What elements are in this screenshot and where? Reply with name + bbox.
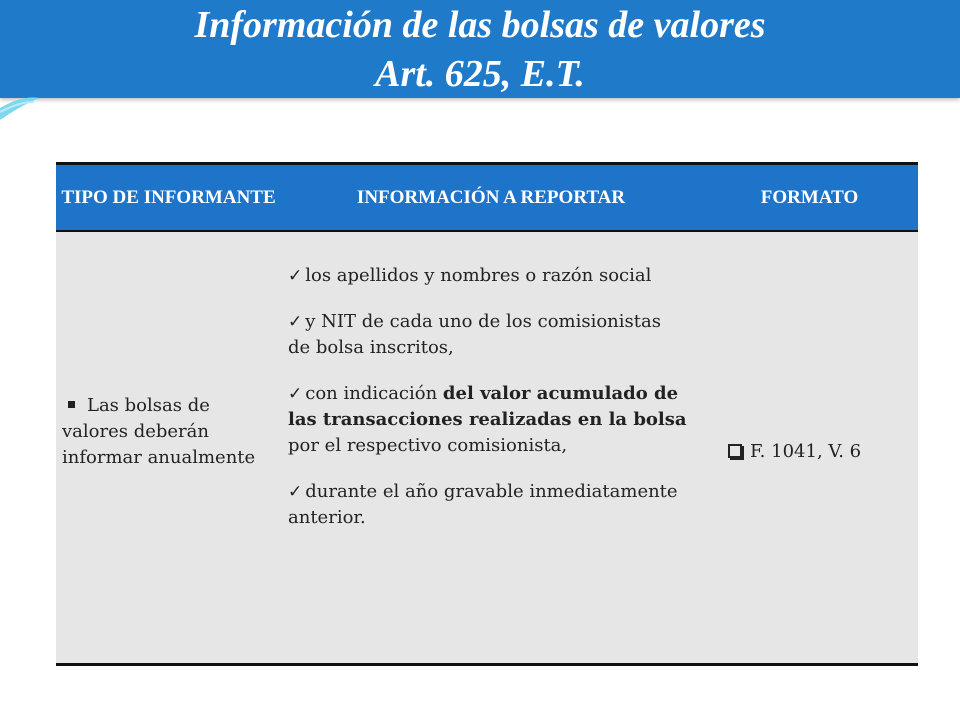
- square-bullet-icon: [68, 401, 75, 408]
- title-bar: [0, 0, 960, 98]
- report-item-text: y NIT de cada uno de los comisionistas de bolsa inscritos,: [288, 311, 661, 358]
- checkmark-icon: ✓: [288, 482, 303, 502]
- header-format: FORMATO: [760, 186, 859, 208]
- checkmark-icon: ✓: [288, 266, 303, 286]
- info-to-report-cell: [288, 263, 688, 551]
- slide-title-line-1: Información de las bolsas de valores: [194, 4, 766, 46]
- header-info-to-report: INFORMACIÓN A REPORTAR: [356, 186, 626, 208]
- info-table: [56, 162, 918, 666]
- report-item: [288, 479, 688, 531]
- report-item: [288, 263, 688, 289]
- report-item-emphasis: del valor acumulado de las transacciones realizadas en la bolsa: [288, 383, 687, 430]
- informant-type-cell: [62, 393, 262, 471]
- informant-type-text: Las bolsas de valores deberán informar anualmente: [62, 395, 256, 468]
- checkmark-icon: ✓: [288, 384, 303, 404]
- report-item-text: los apellidos y nombres o razón social: [305, 265, 652, 286]
- report-item-text: con indicación: [305, 383, 443, 404]
- report-item: [288, 381, 688, 459]
- header-informant-type: TIPO DE INFORMANTE: [61, 186, 276, 208]
- slide-title-line-2: Art. 625, E.T.: [375, 53, 585, 95]
- table-header-row: [56, 165, 918, 232]
- format-cell: [728, 439, 908, 465]
- title-swoosh-decoration: [0, 86, 60, 126]
- format-text: F. 1041, V. 6: [750, 441, 862, 462]
- checkmark-icon: ✓: [288, 312, 303, 332]
- report-item-text: durante el año gravable inmediatamente anterior.: [288, 481, 678, 528]
- checkbox-bullet-icon: [728, 444, 742, 458]
- report-item: [288, 309, 688, 361]
- report-item-text: por el respectivo comisionista,: [288, 435, 568, 456]
